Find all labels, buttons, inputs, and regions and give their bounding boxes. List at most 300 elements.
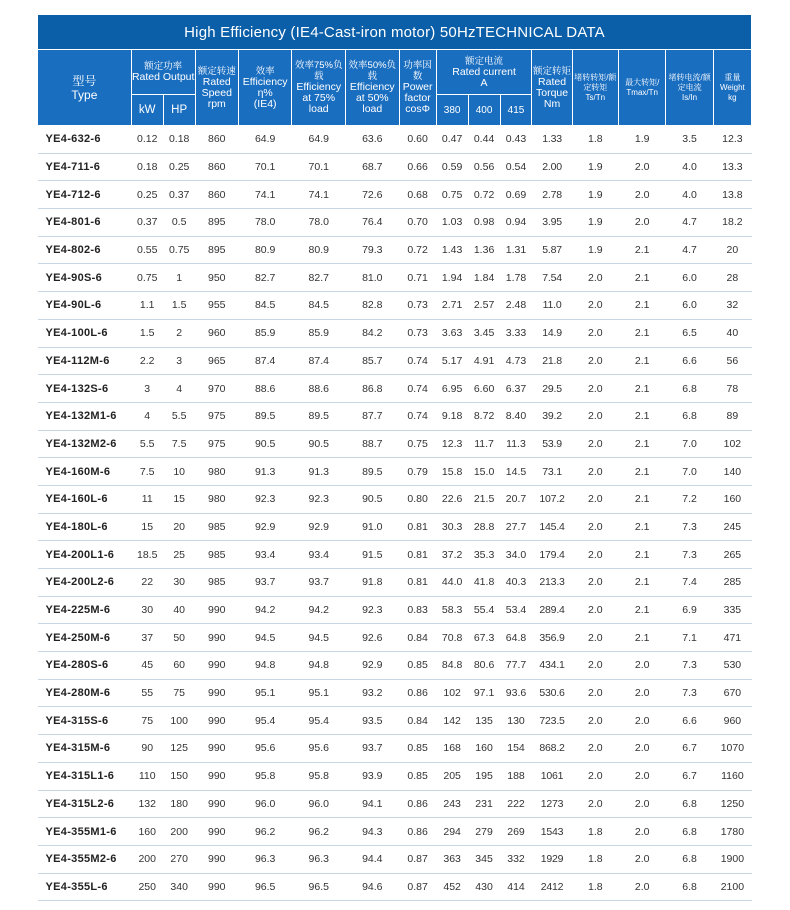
value-cell: 0.37 <box>131 209 163 237</box>
value-cell: 0.44 <box>468 126 500 154</box>
value-cell: 18.2 <box>713 209 751 237</box>
value-cell: 21.5 <box>468 485 500 513</box>
value-cell: 2.0 <box>619 153 666 181</box>
value-cell: 70.8 <box>436 624 468 652</box>
value-cell: 84.5 <box>292 292 346 320</box>
value-cell: 15 <box>163 485 195 513</box>
value-cell: 94.8 <box>238 652 292 680</box>
value-cell: 2.0 <box>619 735 666 763</box>
value-cell: 93.7 <box>238 569 292 597</box>
header-speed-en2: Speed <box>201 86 232 99</box>
value-cell: 0.74 <box>399 375 436 403</box>
header-is-zh: 堵转电流/额定电流 <box>668 72 711 92</box>
value-cell: 2.1 <box>619 264 666 292</box>
header-ts-en: Ts/Tn <box>585 92 606 102</box>
value-cell: 96.0 <box>238 790 292 818</box>
value-cell: 0.25 <box>163 153 195 181</box>
value-cell: 231 <box>468 790 500 818</box>
value-cell: 7.0 <box>666 430 713 458</box>
value-cell: 15.8 <box>436 458 468 486</box>
value-cell: 87.4 <box>238 347 292 375</box>
value-cell: 92.9 <box>238 513 292 541</box>
value-cell: 94.5 <box>292 624 346 652</box>
value-cell: 85.7 <box>346 347 400 375</box>
value-cell: 91.3 <box>292 458 346 486</box>
header-weight-en: Weight <box>720 82 745 92</box>
value-cell: 95.6 <box>292 735 346 763</box>
value-cell: 85.9 <box>292 319 346 347</box>
table-row <box>38 762 752 790</box>
model-cell: YE4-200L2-6 <box>38 569 132 597</box>
value-cell: 93.2 <box>346 679 400 707</box>
value-cell: 7.3 <box>666 513 713 541</box>
value-cell: 94.1 <box>346 790 400 818</box>
value-cell: 84.5 <box>238 292 292 320</box>
value-cell: 34.0 <box>500 541 532 569</box>
header-weight-unit: kg <box>728 92 737 102</box>
value-cell: 168 <box>436 735 468 763</box>
value-cell: 29.5 <box>532 375 572 403</box>
header-torque-en2: Torque <box>536 86 569 99</box>
value-cell: 2.0 <box>619 762 666 790</box>
value-cell: 78.0 <box>292 209 346 237</box>
header-eff-en: Efficiency <box>242 75 288 88</box>
value-cell: 53.9 <box>532 430 572 458</box>
value-cell: 30.3 <box>436 513 468 541</box>
value-cell: 80.6 <box>468 652 500 680</box>
value-cell: 4.7 <box>666 236 713 264</box>
value-cell: 12.3 <box>436 430 468 458</box>
value-cell: 64.8 <box>500 624 532 652</box>
value-cell: 2 <box>163 319 195 347</box>
value-cell: 990 <box>195 596 238 624</box>
value-cell: 990 <box>195 735 238 763</box>
value-cell: 356.9 <box>532 624 572 652</box>
value-cell: 245 <box>713 513 751 541</box>
value-cell: 14.9 <box>532 319 572 347</box>
value-cell: 132 <box>131 790 163 818</box>
header-400v: 400 <box>468 95 500 126</box>
value-cell: 22.6 <box>436 485 468 513</box>
table-row <box>38 458 752 486</box>
value-cell: 2.0 <box>619 652 666 680</box>
value-cell: 895 <box>195 236 238 264</box>
value-cell: 0.12 <box>131 126 163 154</box>
value-cell: 11 <box>131 485 163 513</box>
value-cell: 0.68 <box>399 181 436 209</box>
value-cell: 5.5 <box>131 430 163 458</box>
value-cell: 980 <box>195 485 238 513</box>
value-cell: 94.6 <box>346 873 400 901</box>
value-cell: 92.9 <box>292 513 346 541</box>
value-cell: 21.8 <box>532 347 572 375</box>
value-cell: 39.2 <box>532 402 572 430</box>
value-cell: 2.00 <box>532 153 572 181</box>
header-kw: kW <box>131 95 163 126</box>
value-cell: 414 <box>500 873 532 901</box>
header-speed-en1: Rated <box>202 75 231 88</box>
value-cell: 180 <box>163 790 195 818</box>
value-cell: 2.0 <box>619 209 666 237</box>
value-cell: 6.60 <box>468 375 500 403</box>
value-cell: 1.9 <box>572 236 618 264</box>
model-cell: YE4-132M1-6 <box>38 402 132 430</box>
value-cell: 1.03 <box>436 209 468 237</box>
value-cell: 92.3 <box>238 485 292 513</box>
value-cell: 35.3 <box>468 541 500 569</box>
value-cell: 96.2 <box>292 818 346 846</box>
value-cell: 179.4 <box>532 541 572 569</box>
header-pf-unit: cosΦ <box>405 103 430 115</box>
value-cell: 0.84 <box>399 624 436 652</box>
header-pf-en2: factor <box>404 92 431 104</box>
value-cell: 0.72 <box>399 236 436 264</box>
value-cell: 142 <box>436 707 468 735</box>
value-cell: 990 <box>195 873 238 901</box>
header-ts-tn <box>572 50 618 126</box>
value-cell: 0.75 <box>399 430 436 458</box>
value-cell: 22 <box>131 569 163 597</box>
table-row <box>38 319 752 347</box>
value-cell: 3 <box>131 375 163 403</box>
value-cell: 294 <box>436 818 468 846</box>
value-cell: 1061 <box>532 762 572 790</box>
value-cell: 1.94 <box>436 264 468 292</box>
model-cell: YE4-132M2-6 <box>38 430 132 458</box>
value-cell: 89.5 <box>346 458 400 486</box>
value-cell: 13.8 <box>713 181 751 209</box>
value-cell: 6.8 <box>666 375 713 403</box>
value-cell: 100 <box>163 707 195 735</box>
value-cell: 6.6 <box>666 347 713 375</box>
header-rated-current <box>436 50 532 95</box>
value-cell: 2.0 <box>572 485 618 513</box>
value-cell: 76.4 <box>346 209 400 237</box>
value-cell: 2.0 <box>572 652 618 680</box>
header-torque-unit: Nm <box>543 97 561 110</box>
value-cell: 0.94 <box>500 209 532 237</box>
value-cell: 2.78 <box>532 181 572 209</box>
table-row <box>38 707 752 735</box>
value-cell: 895 <box>195 209 238 237</box>
value-cell: 2.1 <box>619 430 666 458</box>
model-cell: YE4-225M-6 <box>38 596 132 624</box>
value-cell: 2.1 <box>619 347 666 375</box>
value-cell: 96.0 <box>292 790 346 818</box>
value-cell: 6.8 <box>666 402 713 430</box>
table-row <box>38 236 752 264</box>
value-cell: 0.75 <box>131 264 163 292</box>
value-cell: 222 <box>500 790 532 818</box>
value-cell: 72.6 <box>346 181 400 209</box>
model-cell: YE4-90S-6 <box>38 264 132 292</box>
value-cell: 0.85 <box>399 652 436 680</box>
value-cell: 2.2 <box>131 347 163 375</box>
value-cell: 135 <box>468 707 500 735</box>
value-cell: 0.81 <box>399 513 436 541</box>
value-cell: 0.25 <box>131 181 163 209</box>
value-cell: 0.43 <box>500 126 532 154</box>
value-cell: 74.1 <box>292 181 346 209</box>
value-cell: 28 <box>713 264 751 292</box>
value-cell: 68.7 <box>346 153 400 181</box>
value-cell: 2.0 <box>619 679 666 707</box>
value-cell: 3.45 <box>468 319 500 347</box>
value-cell: 89 <box>713 402 751 430</box>
value-cell: 6.0 <box>666 292 713 320</box>
value-cell: 2.0 <box>619 818 666 846</box>
value-cell: 90.5 <box>346 485 400 513</box>
value-cell: 960 <box>713 707 751 735</box>
value-cell: 107.2 <box>532 485 572 513</box>
value-cell: 452 <box>436 873 468 901</box>
value-cell: 0.73 <box>399 319 436 347</box>
table-row <box>38 430 752 458</box>
value-cell: 990 <box>195 707 238 735</box>
value-cell: 91.0 <box>346 513 400 541</box>
value-cell: 1.36 <box>468 236 500 264</box>
model-cell: YE4-315L2-6 <box>38 790 132 818</box>
model-cell: YE4-200L1-6 <box>38 541 132 569</box>
value-cell: 1543 <box>532 818 572 846</box>
value-cell: 41.8 <box>468 569 500 597</box>
value-cell: 955 <box>195 292 238 320</box>
value-cell: 6.7 <box>666 762 713 790</box>
value-cell: 363 <box>436 845 468 873</box>
value-cell: 80.9 <box>238 236 292 264</box>
table-row <box>38 541 752 569</box>
value-cell: 70.1 <box>292 153 346 181</box>
value-cell: 990 <box>195 679 238 707</box>
value-cell: 471 <box>713 624 751 652</box>
value-cell: 0.59 <box>436 153 468 181</box>
model-cell: YE4-180L-6 <box>38 513 132 541</box>
header-type-en: Type <box>71 87 98 102</box>
value-cell: 96.2 <box>238 818 292 846</box>
value-cell: 0.75 <box>163 236 195 264</box>
value-cell: 0.71 <box>399 264 436 292</box>
table-row <box>38 402 752 430</box>
value-cell: 6.0 <box>666 264 713 292</box>
value-cell: 0.86 <box>399 790 436 818</box>
value-cell: 75 <box>163 679 195 707</box>
value-cell: 37.2 <box>436 541 468 569</box>
value-cell: 18.5 <box>131 541 163 569</box>
value-cell: 990 <box>195 790 238 818</box>
value-cell: 434.1 <box>532 652 572 680</box>
value-cell: 0.72 <box>468 181 500 209</box>
header-efficiency <box>238 50 292 126</box>
value-cell: 2.1 <box>619 513 666 541</box>
value-cell: 60 <box>163 652 195 680</box>
value-cell: 0.81 <box>399 541 436 569</box>
header-is-in <box>666 50 713 126</box>
value-cell: 30 <box>131 596 163 624</box>
value-cell: 0.47 <box>436 126 468 154</box>
value-cell: 82.7 <box>238 264 292 292</box>
header-efficiency-50 <box>346 50 400 126</box>
value-cell: 6.5 <box>666 319 713 347</box>
value-cell: 88.6 <box>238 375 292 403</box>
value-cell: 90.5 <box>238 430 292 458</box>
value-cell: 0.79 <box>399 458 436 486</box>
model-cell: YE4-712-6 <box>38 181 132 209</box>
value-cell: 9.18 <box>436 402 468 430</box>
value-cell: 11.7 <box>468 430 500 458</box>
value-cell: 670 <box>713 679 751 707</box>
value-cell: 1.5 <box>131 319 163 347</box>
header-rated-speed <box>195 50 238 126</box>
value-cell: 0.87 <box>399 873 436 901</box>
header-eff75-en2: at 75% <box>302 92 336 104</box>
value-cell: 20 <box>163 513 195 541</box>
value-cell: 2.0 <box>572 762 618 790</box>
value-cell: 860 <box>195 181 238 209</box>
value-cell: 87.4 <box>292 347 346 375</box>
value-cell: 94.3 <box>346 818 400 846</box>
value-cell: 5.87 <box>532 236 572 264</box>
value-cell: 50 <box>163 624 195 652</box>
value-cell: 93.4 <box>238 541 292 569</box>
value-cell: 1.9 <box>572 153 618 181</box>
model-cell: YE4-112M-6 <box>38 347 132 375</box>
table-row <box>38 624 752 652</box>
table-row <box>38 264 752 292</box>
value-cell: 6.8 <box>666 845 713 873</box>
value-cell: 2.0 <box>572 402 618 430</box>
value-cell: 2.1 <box>619 319 666 347</box>
value-cell: 90 <box>131 735 163 763</box>
value-cell: 92.3 <box>292 485 346 513</box>
value-cell: 7.3 <box>666 541 713 569</box>
header-rated-torque <box>532 50 572 126</box>
value-cell: 0.73 <box>399 292 436 320</box>
value-cell: 4.73 <box>500 347 532 375</box>
header-eff-unit: η% <box>257 86 273 99</box>
value-cell: 990 <box>195 624 238 652</box>
header-eff50-en2: at 50% <box>355 92 389 104</box>
value-cell: 990 <box>195 845 238 873</box>
value-cell: 1.8 <box>572 126 618 154</box>
value-cell: 91.8 <box>346 569 400 597</box>
value-cell: 0.84 <box>399 707 436 735</box>
value-cell: 6.37 <box>500 375 532 403</box>
value-cell: 96.5 <box>238 873 292 901</box>
value-cell: 2.0 <box>572 430 618 458</box>
value-cell: 0.69 <box>500 181 532 209</box>
header-pf-zh: 功率因数 <box>403 60 432 82</box>
value-cell: 13.3 <box>713 153 751 181</box>
value-cell: 860 <box>195 153 238 181</box>
value-cell: 0.87 <box>399 845 436 873</box>
value-cell: 723.5 <box>532 707 572 735</box>
value-cell: 30 <box>163 569 195 597</box>
value-cell: 67.3 <box>468 624 500 652</box>
value-cell: 2.0 <box>572 679 618 707</box>
value-cell: 4.0 <box>666 153 713 181</box>
value-cell: 85.9 <box>238 319 292 347</box>
value-cell: 87.7 <box>346 402 400 430</box>
value-cell: 10 <box>163 458 195 486</box>
value-cell: 82.7 <box>292 264 346 292</box>
value-cell: 0.56 <box>468 153 500 181</box>
value-cell: 58.3 <box>436 596 468 624</box>
header-current-en: Rated current <box>452 65 516 78</box>
value-cell: 2.0 <box>572 458 618 486</box>
value-cell: 1 <box>163 264 195 292</box>
header-tmax-en: Tmax/Tn <box>626 87 658 97</box>
header-tmax-zh: 最大转矩/ <box>625 77 660 87</box>
value-cell: 860 <box>195 126 238 154</box>
value-cell: 160 <box>468 735 500 763</box>
value-cell: 7.3 <box>666 679 713 707</box>
value-cell: 4 <box>131 402 163 430</box>
value-cell: 92.3 <box>346 596 400 624</box>
value-cell: 1.9 <box>572 209 618 237</box>
value-cell: 200 <box>163 818 195 846</box>
value-cell: 2.0 <box>619 845 666 873</box>
value-cell: 1.9 <box>572 181 618 209</box>
value-cell: 335 <box>713 596 751 624</box>
value-cell: 1.8 <box>572 845 618 873</box>
model-cell: YE4-801-6 <box>38 209 132 237</box>
value-cell: 86.8 <box>346 375 400 403</box>
value-cell: 1.78 <box>500 264 532 292</box>
value-cell: 3.5 <box>666 126 713 154</box>
table-row <box>38 181 752 209</box>
value-cell: 110 <box>131 762 163 790</box>
value-cell: 12.3 <box>713 126 751 154</box>
value-cell: 125 <box>163 735 195 763</box>
value-cell: 2.1 <box>619 596 666 624</box>
value-cell: 2.0 <box>572 292 618 320</box>
value-cell: 195 <box>468 762 500 790</box>
value-cell: 2.1 <box>619 458 666 486</box>
value-cell: 1273 <box>532 790 572 818</box>
value-cell: 91.5 <box>346 541 400 569</box>
header-current-unit: A <box>480 76 488 89</box>
value-cell: 2.0 <box>572 375 618 403</box>
value-cell: 0.5 <box>163 209 195 237</box>
value-cell: 3.63 <box>436 319 468 347</box>
value-cell: 7.3 <box>666 652 713 680</box>
value-cell: 93.4 <box>292 541 346 569</box>
value-cell: 15.0 <box>468 458 500 486</box>
value-cell: 2.0 <box>572 596 618 624</box>
value-cell: 265 <box>713 541 751 569</box>
table-row <box>38 485 752 513</box>
value-cell: 64.9 <box>292 126 346 154</box>
value-cell: 2.0 <box>572 790 618 818</box>
table-row <box>38 845 752 873</box>
value-cell: 1160 <box>713 762 751 790</box>
header-eff-zh: 效率 <box>255 65 275 77</box>
value-cell: 0.54 <box>500 153 532 181</box>
value-cell: 990 <box>195 818 238 846</box>
value-cell: 0.80 <box>399 485 436 513</box>
value-cell: 0.18 <box>131 153 163 181</box>
value-cell: 40.3 <box>500 569 532 597</box>
header-pf-en1: Power <box>402 81 433 93</box>
value-cell: 285 <box>713 569 751 597</box>
value-cell: 78.0 <box>238 209 292 237</box>
model-cell: YE4-355M1-6 <box>38 818 132 846</box>
value-cell: 6.9 <box>666 596 713 624</box>
header-speed-zh: 额定转速 <box>197 65 236 77</box>
value-cell: 250 <box>131 873 163 901</box>
value-cell: 93.6 <box>500 679 532 707</box>
value-cell: 4.0 <box>666 181 713 209</box>
